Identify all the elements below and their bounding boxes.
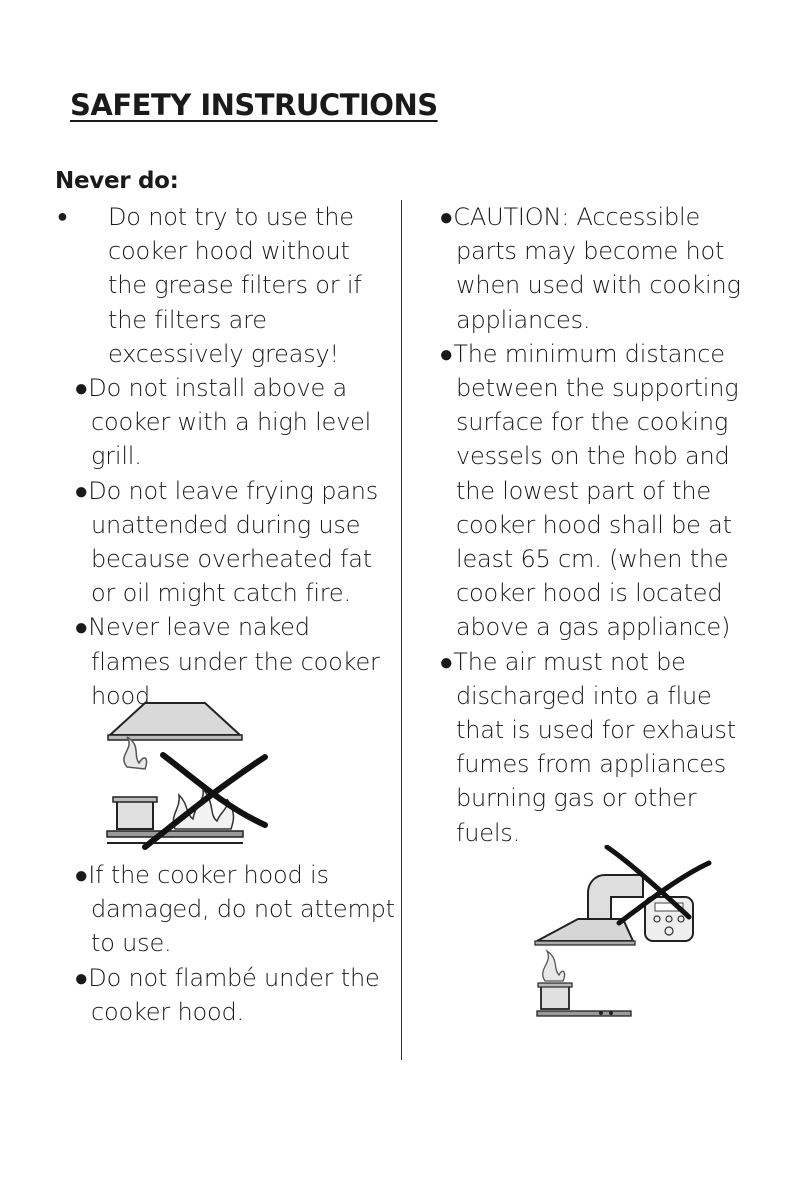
bullet-icon: ● (74, 861, 89, 889)
bullet-icon: ● (57, 206, 68, 227)
list-item (55, 858, 395, 961)
list-item (420, 645, 760, 850)
never-do-heading: Never do: (55, 168, 179, 194)
steam-icon (543, 951, 565, 981)
right-column (420, 200, 760, 850)
list-item-text: Do not try to use the cooker hood without the grease filters or if the filters are excessively greasy! (108, 203, 362, 368)
bullet-icon: ● (74, 613, 89, 642)
bullet-icon: ● (439, 339, 454, 368)
no-shared-flue-illustration (533, 845, 713, 1025)
list-item-text: CAUTION: Accessible parts may become hot when used with cooking appliances. (453, 203, 741, 334)
list-item (55, 200, 395, 371)
left-column (55, 200, 395, 713)
hob-icon (107, 831, 243, 843)
left-column-lower (55, 858, 395, 1029)
list-item-text: The air must not be discharged into a flue that is used for exhaust fumes from appliances burning gas or other fuels. (453, 647, 736, 847)
list-item-text: Do not install above a cooker with a high level grill. (88, 374, 372, 471)
bullet-icon: ● (74, 476, 89, 505)
list-item (420, 200, 760, 337)
list-item (420, 337, 760, 645)
list-item-text: Never leave naked flames under the cooker hood. (88, 613, 380, 710)
list-item-text: Do not leave frying pans unattended during use because overheated fat or oil might catch fire. (88, 476, 379, 608)
pot-icon (113, 797, 157, 829)
column-divider (401, 200, 402, 1060)
flame-icon (173, 789, 233, 829)
gas-boiler-icon (645, 897, 693, 941)
page-title: SAFETY INSTRUCTIONS (70, 88, 438, 122)
pot-icon (538, 983, 572, 1009)
cooker-hood-no-flames-illustration (105, 697, 275, 855)
list-item-text: The minimum distance between the supporting surface for the cooking vessels on the hob and the lowest part of the cooker hood shall be at least 65 cm. (when the cooker hood is located above a gas appliance) (453, 339, 739, 642)
list-item-text: If the cooker hood is damaged, do not attempt to use. (88, 861, 395, 958)
bullet-icon: ● (439, 647, 454, 676)
hob-icon (537, 1011, 631, 1016)
list-item (55, 474, 395, 611)
list-item (55, 961, 395, 1029)
bullet-icon: ● (439, 203, 454, 231)
bullet-icon: ● (74, 963, 89, 992)
list-item-text: Do not flambé under the cooker hood. (88, 963, 380, 1026)
cooker-hood-icon (108, 703, 242, 740)
bullet-icon: ● (74, 374, 89, 403)
steam-icon (124, 737, 147, 769)
list-item (55, 371, 395, 474)
